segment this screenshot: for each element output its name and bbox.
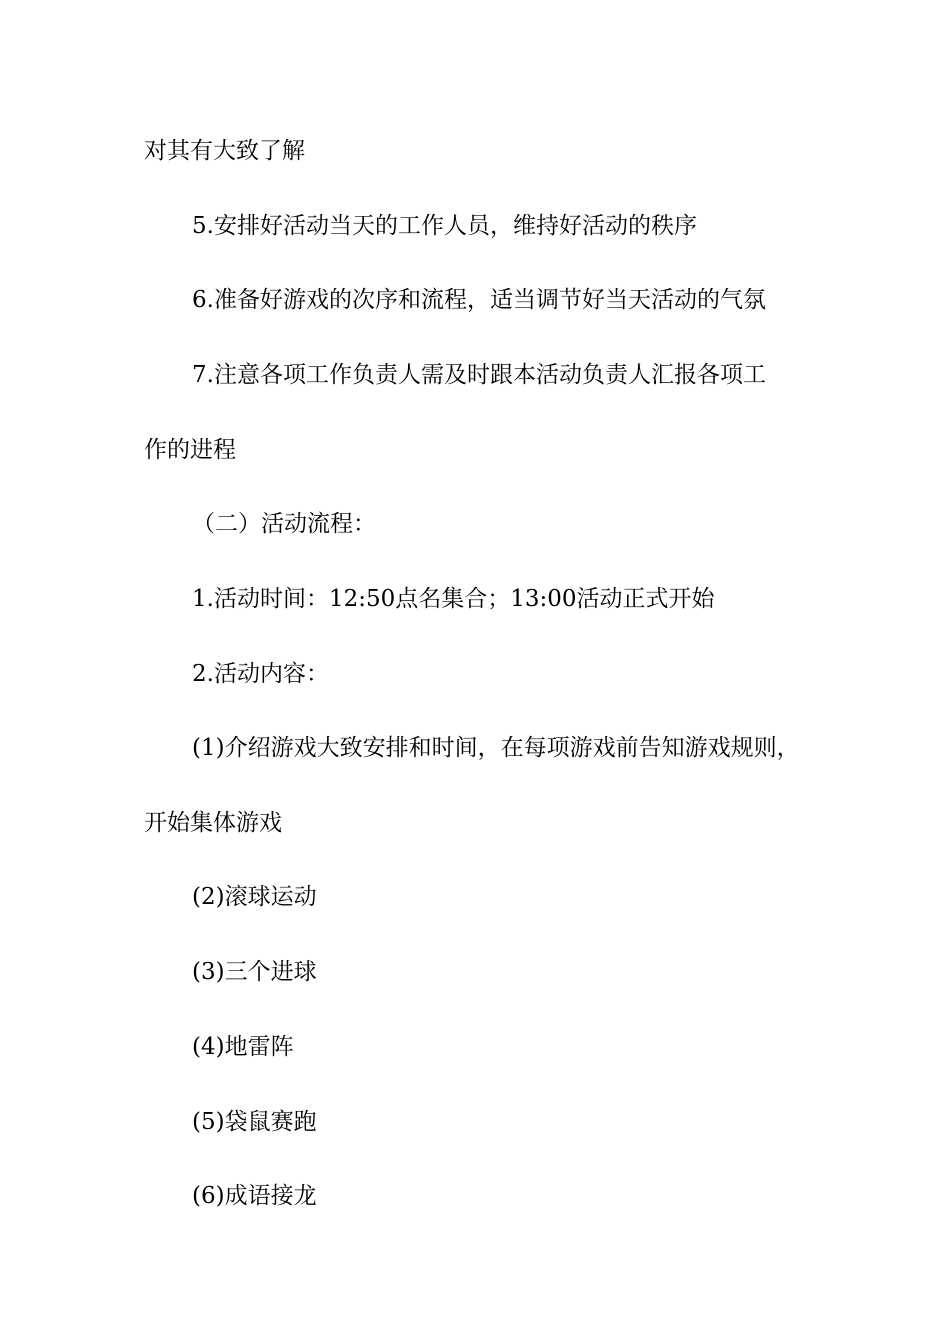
list-item: (4)地雷阵 (192, 1034, 294, 1060)
text-line: 对其有大致了解 (144, 138, 305, 164)
text-line: (1)介绍游戏大致安排和时间，在每项游戏前告知游戏规则， (192, 735, 800, 761)
list-item: (3)三个进球 (192, 959, 317, 985)
text-line: 5.安排好活动当天的工作人员，维持好活动的秩序 (192, 213, 697, 239)
list-item: (2)滚球运动 (192, 884, 317, 910)
text-line: 2.活动内容： (192, 661, 329, 687)
text-line: 6.准备好游戏的次序和流程，适当调节好当天活动的气氛 (192, 287, 766, 313)
text-line: 7.注意各项工作负责人需及时跟本活动负责人汇报各项工 (192, 362, 766, 388)
text-line: 1.活动时间：12:50点名集合；13:00活动正式开始 (192, 586, 715, 612)
section-heading: （二）活动流程： (192, 511, 376, 537)
list-item: (5)袋鼠赛跑 (192, 1109, 317, 1135)
list-item: (6)成语接龙 (192, 1183, 317, 1209)
text-line: 作的进程 (144, 437, 236, 463)
text-line: 开始集体游戏 (144, 810, 282, 836)
